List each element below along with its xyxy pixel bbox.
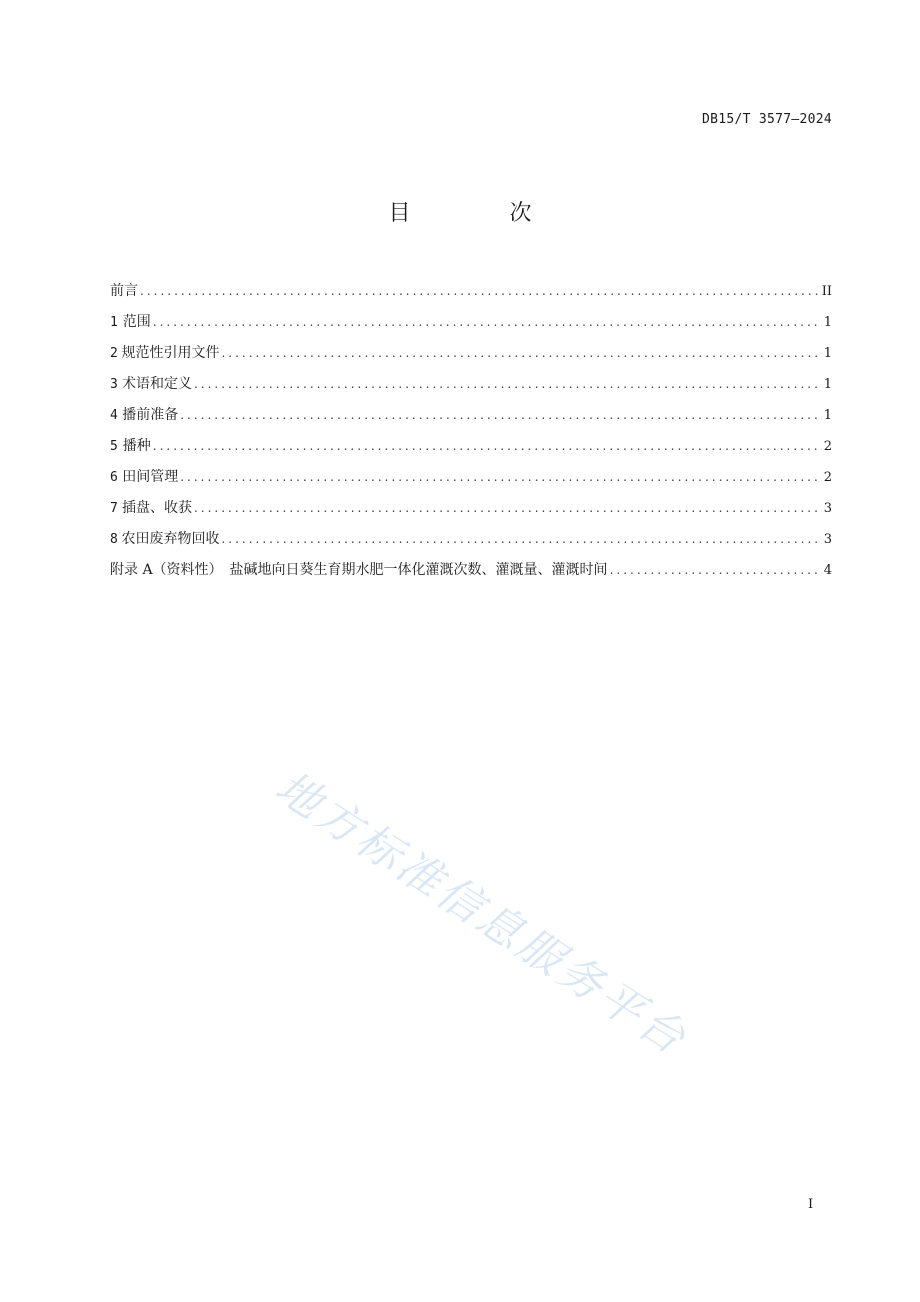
dot-leader [194,497,822,519]
toc-title: 目 次 [388,201,578,226]
toc-entry-foreword[interactable] [110,280,832,311]
toc-entry-harvest[interactable] [110,497,832,528]
toc-entry-number: 7 [110,501,118,516]
dot-leader [180,466,821,488]
toc-entry-label: 前言 [110,283,138,299]
dot-leader [153,435,822,457]
toc-entry-label: 插盘、收获 [121,500,192,516]
table-of-contents [110,280,832,590]
toc-entry-number: 8 [110,532,118,547]
dot-leader [221,528,821,550]
toc-entry-label: 附录 A（资料性） 盐碱地向日葵生育期水肥一体化灌溉次数、灌溉量、灌溉时间 [110,562,608,578]
toc-entry-pre-sowing[interactable] [110,404,832,435]
toc-entry-page: 1 [823,315,832,330]
toc-entry-appendix-a[interactable] [110,559,832,590]
toc-entry-page: 2 [823,439,832,454]
toc-entry-label: 范围 [122,314,151,330]
toc-entry-page: II [821,284,832,299]
toc-entry-label: 田间管理 [122,469,179,485]
toc-entry-label: 术语和定义 [121,376,192,392]
toc-entry-label: 规范性引用文件 [121,345,220,361]
toc-entry-sowing[interactable] [110,435,832,466]
dot-leader [140,280,820,302]
toc-entry-page: 1 [823,408,832,423]
toc-entry-number: 3 [110,377,118,392]
toc-entry-normative-references[interactable] [110,342,832,373]
toc-entry-number: 6 [110,470,118,485]
toc-entry-number: 4 [110,408,118,423]
toc-entry-page: 1 [823,346,832,361]
dot-leader [153,311,822,333]
toc-entry-page: 2 [823,470,832,485]
toc-entry-number: 2 [110,346,118,361]
toc-entry-label: 农田废弃物回收 [121,531,220,547]
toc-entry-scope[interactable] [110,311,832,342]
toc-entry-page: 3 [823,501,832,516]
dot-leader [194,373,822,395]
toc-entry-number: 1 [110,315,118,330]
page-number: I [808,1197,814,1212]
watermark: 地方标准信息服务平台 [266,761,697,1066]
dot-leader [221,342,821,364]
toc-entry-page: 3 [823,532,832,547]
toc-entry-terms-definitions[interactable] [110,373,832,404]
standard-code: DB15/T 3577—2024 [701,112,832,127]
toc-entry-number: 5 [110,439,118,454]
toc-entry-label: 播种 [122,438,151,454]
toc-entry-page: 1 [823,377,832,392]
toc-entry-waste-recycling[interactable] [110,528,832,559]
toc-entry-field-management[interactable] [110,466,832,497]
dot-leader [610,559,822,581]
dot-leader [180,404,821,426]
toc-entry-page: 4 [823,563,832,578]
toc-entry-label: 播前准备 [122,407,179,423]
